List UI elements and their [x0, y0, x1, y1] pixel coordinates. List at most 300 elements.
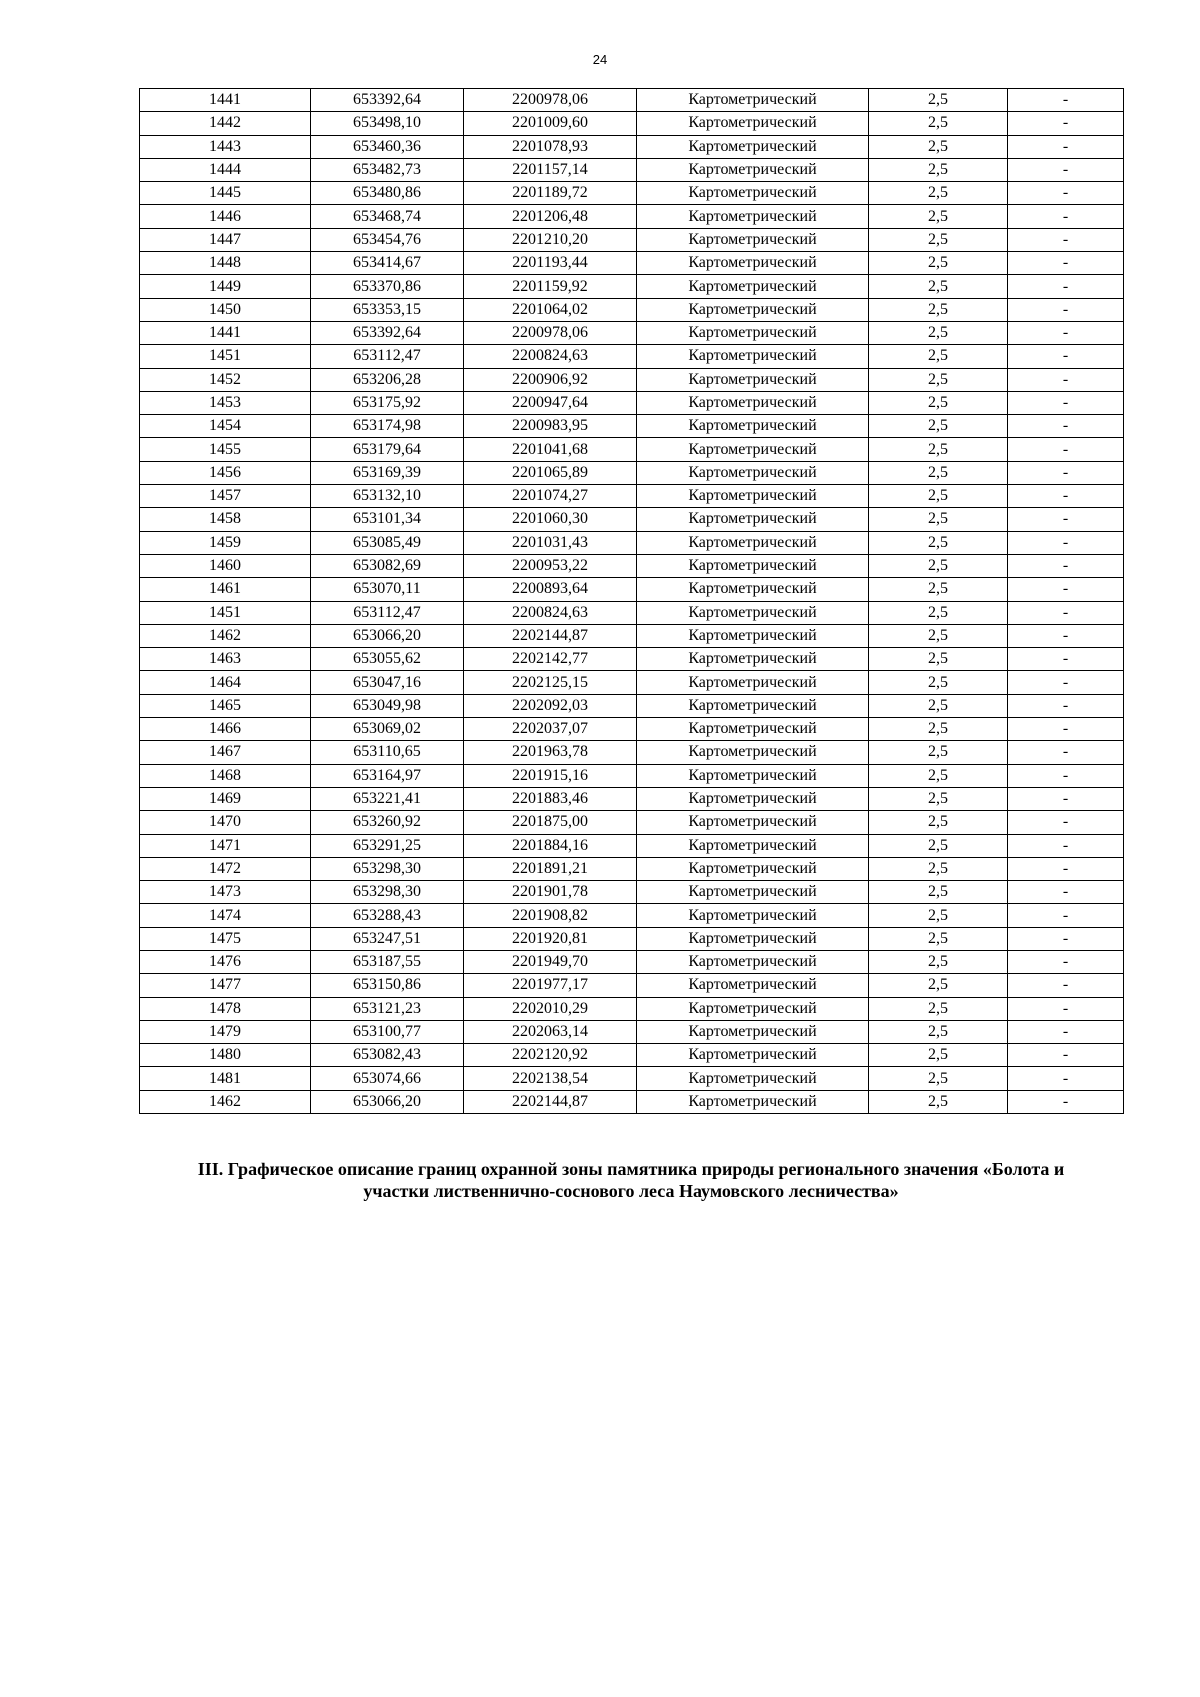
description-cell: - — [1008, 508, 1124, 531]
point-number-cell: 1462 — [140, 624, 311, 647]
method-cell: Картометрический — [637, 485, 869, 508]
description-cell: - — [1008, 1044, 1124, 1067]
x-coordinate-cell: 653169,39 — [311, 461, 464, 484]
table-row — [140, 787, 1124, 810]
description-cell: - — [1008, 298, 1124, 321]
method-cell: Картометрический — [637, 89, 869, 112]
table-row — [140, 531, 1124, 554]
point-number-cell: 1451 — [140, 601, 311, 624]
description-cell: - — [1008, 205, 1124, 228]
table-row — [140, 927, 1124, 950]
point-number-cell: 1466 — [140, 718, 311, 741]
x-coordinate-cell: 653392,64 — [311, 321, 464, 344]
y-coordinate-cell: 2201206,48 — [464, 205, 637, 228]
accuracy-cell: 2,5 — [869, 950, 1008, 973]
x-coordinate-cell: 653164,97 — [311, 764, 464, 787]
section-heading-line-1: III. Графическое описание границ охранной зоны памятника природы регионального значения «Болота и — [197, 1159, 1065, 1179]
method-cell: Картометрический — [637, 112, 869, 135]
point-number-cell: 1445 — [140, 182, 311, 205]
x-coordinate-cell: 653298,30 — [311, 857, 464, 880]
table-row — [140, 461, 1124, 484]
accuracy-cell: 2,5 — [869, 298, 1008, 321]
x-coordinate-cell: 653150,86 — [311, 974, 464, 997]
description-cell: - — [1008, 438, 1124, 461]
description-cell: - — [1008, 345, 1124, 368]
accuracy-cell: 2,5 — [869, 741, 1008, 764]
method-cell: Картометрический — [637, 1067, 869, 1090]
table-row — [140, 112, 1124, 135]
method-cell: Картометрический — [637, 298, 869, 321]
y-coordinate-cell: 2202138,54 — [464, 1067, 637, 1090]
point-number-cell: 1470 — [140, 811, 311, 834]
point-number-cell: 1472 — [140, 857, 311, 880]
point-number-cell: 1441 — [140, 321, 311, 344]
y-coordinate-cell: 2200824,63 — [464, 601, 637, 624]
x-coordinate-cell: 653049,98 — [311, 694, 464, 717]
method-cell: Картометрический — [637, 764, 869, 787]
point-number-cell: 1449 — [140, 275, 311, 298]
method-cell: Картометрический — [637, 135, 869, 158]
y-coordinate-cell: 2201031,43 — [464, 531, 637, 554]
point-number-cell: 1477 — [140, 974, 311, 997]
x-coordinate-cell: 653082,43 — [311, 1044, 464, 1067]
section-heading — [139, 1158, 1123, 1202]
description-cell: - — [1008, 1067, 1124, 1090]
description-cell: - — [1008, 811, 1124, 834]
table-row — [140, 485, 1124, 508]
point-number-cell: 1448 — [140, 252, 311, 275]
accuracy-cell: 2,5 — [869, 601, 1008, 624]
point-number-cell: 1443 — [140, 135, 311, 158]
description-cell: - — [1008, 89, 1124, 112]
description-cell: - — [1008, 415, 1124, 438]
method-cell: Картометрический — [637, 321, 869, 344]
table-row — [140, 950, 1124, 973]
method-cell: Картометрический — [637, 787, 869, 810]
y-coordinate-cell: 2202144,87 — [464, 624, 637, 647]
y-coordinate-cell: 2201908,82 — [464, 904, 637, 927]
point-number-cell: 1450 — [140, 298, 311, 321]
table-row — [140, 298, 1124, 321]
accuracy-cell: 2,5 — [869, 368, 1008, 391]
method-cell: Картометрический — [637, 578, 869, 601]
y-coordinate-cell: 2201041,68 — [464, 438, 637, 461]
table-row — [140, 694, 1124, 717]
description-cell: - — [1008, 648, 1124, 671]
method-cell: Картометрический — [637, 648, 869, 671]
point-number-cell: 1444 — [140, 158, 311, 181]
method-cell: Картометрический — [637, 624, 869, 647]
accuracy-cell: 2,5 — [869, 485, 1008, 508]
x-coordinate-cell: 653247,51 — [311, 927, 464, 950]
table-row — [140, 881, 1124, 904]
method-cell: Картометрический — [637, 834, 869, 857]
y-coordinate-cell: 2201009,60 — [464, 112, 637, 135]
method-cell: Картометрический — [637, 554, 869, 577]
method-cell: Картометрический — [637, 694, 869, 717]
point-number-cell: 1473 — [140, 881, 311, 904]
y-coordinate-cell: 2201915,16 — [464, 764, 637, 787]
table-row — [140, 321, 1124, 344]
x-coordinate-cell: 653085,49 — [311, 531, 464, 554]
method-cell: Картометрический — [637, 391, 869, 414]
table-row — [140, 182, 1124, 205]
table-row — [140, 345, 1124, 368]
y-coordinate-cell: 2201189,72 — [464, 182, 637, 205]
y-coordinate-cell: 2202037,07 — [464, 718, 637, 741]
x-coordinate-cell: 653482,73 — [311, 158, 464, 181]
x-coordinate-cell: 653460,36 — [311, 135, 464, 158]
y-coordinate-cell: 2202063,14 — [464, 1020, 637, 1043]
y-coordinate-cell: 2201078,93 — [464, 135, 637, 158]
description-cell: - — [1008, 927, 1124, 950]
method-cell: Картометрический — [637, 368, 869, 391]
section-heading-line-2: участки лиственнично-соснового леса Наумовского лесничества» — [363, 1181, 899, 1201]
point-number-cell: 1468 — [140, 764, 311, 787]
accuracy-cell: 2,5 — [869, 694, 1008, 717]
x-coordinate-cell: 653291,25 — [311, 834, 464, 857]
point-number-cell: 1465 — [140, 694, 311, 717]
x-coordinate-cell: 653055,62 — [311, 648, 464, 671]
y-coordinate-cell: 2200983,95 — [464, 415, 637, 438]
y-coordinate-cell: 2200978,06 — [464, 89, 637, 112]
x-coordinate-cell: 653480,86 — [311, 182, 464, 205]
accuracy-cell: 2,5 — [869, 391, 1008, 414]
x-coordinate-cell: 653468,74 — [311, 205, 464, 228]
x-coordinate-cell: 653498,10 — [311, 112, 464, 135]
x-coordinate-cell: 653187,55 — [311, 950, 464, 973]
accuracy-cell: 2,5 — [869, 718, 1008, 741]
method-cell: Картометрический — [637, 1044, 869, 1067]
y-coordinate-cell: 2202092,03 — [464, 694, 637, 717]
description-cell: - — [1008, 275, 1124, 298]
accuracy-cell: 2,5 — [869, 275, 1008, 298]
point-number-cell: 1471 — [140, 834, 311, 857]
point-number-cell: 1453 — [140, 391, 311, 414]
method-cell: Картометрический — [637, 228, 869, 251]
x-coordinate-cell: 653288,43 — [311, 904, 464, 927]
method-cell: Картометрический — [637, 857, 869, 880]
point-number-cell: 1480 — [140, 1044, 311, 1067]
description-cell: - — [1008, 671, 1124, 694]
table-row — [140, 252, 1124, 275]
description-cell: - — [1008, 764, 1124, 787]
x-coordinate-cell: 653392,64 — [311, 89, 464, 112]
accuracy-cell: 2,5 — [869, 89, 1008, 112]
description-cell: - — [1008, 694, 1124, 717]
table-row — [140, 205, 1124, 228]
table-row — [140, 648, 1124, 671]
coordinates-table-body — [140, 89, 1124, 1114]
method-cell: Картометрический — [637, 508, 869, 531]
y-coordinate-cell: 2201875,00 — [464, 811, 637, 834]
point-number-cell: 1455 — [140, 438, 311, 461]
y-coordinate-cell: 2201065,89 — [464, 461, 637, 484]
accuracy-cell: 2,5 — [869, 1044, 1008, 1067]
accuracy-cell: 2,5 — [869, 182, 1008, 205]
y-coordinate-cell: 2201901,78 — [464, 881, 637, 904]
y-coordinate-cell: 2201064,02 — [464, 298, 637, 321]
x-coordinate-cell: 653112,47 — [311, 345, 464, 368]
x-coordinate-cell: 653414,67 — [311, 252, 464, 275]
table-row — [140, 1090, 1124, 1113]
accuracy-cell: 2,5 — [869, 531, 1008, 554]
accuracy-cell: 2,5 — [869, 974, 1008, 997]
table-row — [140, 1020, 1124, 1043]
description-cell: - — [1008, 834, 1124, 857]
method-cell: Картометрический — [637, 531, 869, 554]
table-row — [140, 554, 1124, 577]
method-cell: Картометрический — [637, 415, 869, 438]
table-row — [140, 718, 1124, 741]
point-number-cell: 1446 — [140, 205, 311, 228]
point-number-cell: 1479 — [140, 1020, 311, 1043]
description-cell: - — [1008, 321, 1124, 344]
description-cell: - — [1008, 252, 1124, 275]
accuracy-cell: 2,5 — [869, 345, 1008, 368]
accuracy-cell: 2,5 — [869, 252, 1008, 275]
point-number-cell: 1463 — [140, 648, 311, 671]
point-number-cell: 1481 — [140, 1067, 311, 1090]
x-coordinate-cell: 653101,34 — [311, 508, 464, 531]
x-coordinate-cell: 653298,30 — [311, 881, 464, 904]
y-coordinate-cell: 2201949,70 — [464, 950, 637, 973]
accuracy-cell: 2,5 — [869, 648, 1008, 671]
description-cell: - — [1008, 531, 1124, 554]
method-cell: Картометрический — [637, 252, 869, 275]
accuracy-cell: 2,5 — [869, 834, 1008, 857]
point-number-cell: 1460 — [140, 554, 311, 577]
method-cell: Картометрический — [637, 881, 869, 904]
method-cell: Картометрический — [637, 158, 869, 181]
x-coordinate-cell: 653353,15 — [311, 298, 464, 321]
description-cell: - — [1008, 135, 1124, 158]
x-coordinate-cell: 653074,66 — [311, 1067, 464, 1090]
accuracy-cell: 2,5 — [869, 461, 1008, 484]
accuracy-cell: 2,5 — [869, 764, 1008, 787]
table-row — [140, 904, 1124, 927]
description-cell: - — [1008, 578, 1124, 601]
method-cell: Картометрический — [637, 974, 869, 997]
table-row — [140, 974, 1124, 997]
table-row — [140, 601, 1124, 624]
method-cell: Картометрический — [637, 811, 869, 834]
method-cell: Картометрический — [637, 438, 869, 461]
y-coordinate-cell: 2202142,77 — [464, 648, 637, 671]
method-cell: Картометрический — [637, 718, 869, 741]
method-cell: Картометрический — [637, 461, 869, 484]
y-coordinate-cell: 2201977,17 — [464, 974, 637, 997]
method-cell: Картометрический — [637, 904, 869, 927]
point-number-cell: 1469 — [140, 787, 311, 810]
table-row — [140, 275, 1124, 298]
table-row — [140, 415, 1124, 438]
method-cell: Картометрический — [637, 345, 869, 368]
y-coordinate-cell: 2201884,16 — [464, 834, 637, 857]
description-cell: - — [1008, 974, 1124, 997]
point-number-cell: 1447 — [140, 228, 311, 251]
description-cell: - — [1008, 881, 1124, 904]
y-coordinate-cell: 2201159,92 — [464, 275, 637, 298]
table-row — [140, 391, 1124, 414]
accuracy-cell: 2,5 — [869, 321, 1008, 344]
accuracy-cell: 2,5 — [869, 1090, 1008, 1113]
y-coordinate-cell: 2202010,29 — [464, 997, 637, 1020]
method-cell: Картометрический — [637, 927, 869, 950]
point-number-cell: 1461 — [140, 578, 311, 601]
table-row — [140, 857, 1124, 880]
description-cell: - — [1008, 158, 1124, 181]
accuracy-cell: 2,5 — [869, 205, 1008, 228]
x-coordinate-cell: 653179,64 — [311, 438, 464, 461]
description-cell: - — [1008, 741, 1124, 764]
y-coordinate-cell: 2200824,63 — [464, 345, 637, 368]
table-row — [140, 764, 1124, 787]
table-row — [140, 89, 1124, 112]
y-coordinate-cell: 2201920,81 — [464, 927, 637, 950]
method-cell: Картометрический — [637, 182, 869, 205]
point-number-cell: 1456 — [140, 461, 311, 484]
x-coordinate-cell: 653132,10 — [311, 485, 464, 508]
table-row — [140, 1044, 1124, 1067]
description-cell: - — [1008, 857, 1124, 880]
description-cell: - — [1008, 1020, 1124, 1043]
x-coordinate-cell: 653070,11 — [311, 578, 464, 601]
table-row — [140, 438, 1124, 461]
y-coordinate-cell: 2200947,64 — [464, 391, 637, 414]
description-cell: - — [1008, 787, 1124, 810]
method-cell: Картометрический — [637, 1020, 869, 1043]
x-coordinate-cell: 653221,41 — [311, 787, 464, 810]
accuracy-cell: 2,5 — [869, 671, 1008, 694]
point-number-cell: 1459 — [140, 531, 311, 554]
accuracy-cell: 2,5 — [869, 415, 1008, 438]
coordinates-table — [139, 88, 1124, 1114]
method-cell: Картометрический — [637, 997, 869, 1020]
accuracy-cell: 2,5 — [869, 811, 1008, 834]
description-cell: - — [1008, 368, 1124, 391]
description-cell: - — [1008, 718, 1124, 741]
y-coordinate-cell: 2200978,06 — [464, 321, 637, 344]
x-coordinate-cell: 653174,98 — [311, 415, 464, 438]
description-cell: - — [1008, 601, 1124, 624]
accuracy-cell: 2,5 — [869, 135, 1008, 158]
x-coordinate-cell: 653066,20 — [311, 624, 464, 647]
table-row — [140, 1067, 1124, 1090]
method-cell: Картометрический — [637, 671, 869, 694]
y-coordinate-cell: 2200953,22 — [464, 554, 637, 577]
method-cell: Картометрический — [637, 275, 869, 298]
accuracy-cell: 2,5 — [869, 228, 1008, 251]
description-cell: - — [1008, 112, 1124, 135]
description-cell: - — [1008, 624, 1124, 647]
accuracy-cell: 2,5 — [869, 881, 1008, 904]
point-number-cell: 1458 — [140, 508, 311, 531]
point-number-cell: 1452 — [140, 368, 311, 391]
method-cell: Картометрический — [637, 1090, 869, 1113]
y-coordinate-cell: 2201883,46 — [464, 787, 637, 810]
y-coordinate-cell: 2200906,92 — [464, 368, 637, 391]
y-coordinate-cell: 2201193,44 — [464, 252, 637, 275]
accuracy-cell: 2,5 — [869, 508, 1008, 531]
method-cell: Картометрический — [637, 950, 869, 973]
x-coordinate-cell: 653175,92 — [311, 391, 464, 414]
point-number-cell: 1478 — [140, 997, 311, 1020]
accuracy-cell: 2,5 — [869, 904, 1008, 927]
description-cell: - — [1008, 485, 1124, 508]
table-row — [140, 228, 1124, 251]
y-coordinate-cell: 2201074,27 — [464, 485, 637, 508]
table-row — [140, 811, 1124, 834]
y-coordinate-cell: 2201157,14 — [464, 158, 637, 181]
x-coordinate-cell: 653112,47 — [311, 601, 464, 624]
point-number-cell: 1442 — [140, 112, 311, 135]
description-cell: - — [1008, 950, 1124, 973]
table-row — [140, 671, 1124, 694]
page-number: 24 — [592, 52, 608, 67]
description-cell: - — [1008, 997, 1124, 1020]
description-cell: - — [1008, 554, 1124, 577]
x-coordinate-cell: 653206,28 — [311, 368, 464, 391]
y-coordinate-cell: 2202120,92 — [464, 1044, 637, 1067]
accuracy-cell: 2,5 — [869, 158, 1008, 181]
table-row — [140, 158, 1124, 181]
x-coordinate-cell: 653110,65 — [311, 741, 464, 764]
method-cell: Картометрический — [637, 601, 869, 624]
accuracy-cell: 2,5 — [869, 997, 1008, 1020]
x-coordinate-cell: 653100,77 — [311, 1020, 464, 1043]
accuracy-cell: 2,5 — [869, 787, 1008, 810]
x-coordinate-cell: 653454,76 — [311, 228, 464, 251]
point-number-cell: 1467 — [140, 741, 311, 764]
point-number-cell: 1441 — [140, 89, 311, 112]
y-coordinate-cell: 2200893,64 — [464, 578, 637, 601]
x-coordinate-cell: 653066,20 — [311, 1090, 464, 1113]
description-cell: - — [1008, 182, 1124, 205]
x-coordinate-cell: 653260,92 — [311, 811, 464, 834]
description-cell: - — [1008, 461, 1124, 484]
description-cell: - — [1008, 228, 1124, 251]
accuracy-cell: 2,5 — [869, 1067, 1008, 1090]
y-coordinate-cell: 2201963,78 — [464, 741, 637, 764]
y-coordinate-cell: 2202125,15 — [464, 671, 637, 694]
accuracy-cell: 2,5 — [869, 112, 1008, 135]
y-coordinate-cell: 2201891,21 — [464, 857, 637, 880]
table-row — [140, 368, 1124, 391]
point-number-cell: 1457 — [140, 485, 311, 508]
table-row — [140, 624, 1124, 647]
point-number-cell: 1462 — [140, 1090, 311, 1113]
table-row — [140, 834, 1124, 857]
accuracy-cell: 2,5 — [869, 578, 1008, 601]
point-number-cell: 1451 — [140, 345, 311, 368]
description-cell: - — [1008, 1090, 1124, 1113]
y-coordinate-cell: 2201210,20 — [464, 228, 637, 251]
accuracy-cell: 2,5 — [869, 624, 1008, 647]
table-row — [140, 741, 1124, 764]
x-coordinate-cell: 653370,86 — [311, 275, 464, 298]
point-number-cell: 1454 — [140, 415, 311, 438]
y-coordinate-cell: 2202144,87 — [464, 1090, 637, 1113]
y-coordinate-cell: 2201060,30 — [464, 508, 637, 531]
point-number-cell: 1464 — [140, 671, 311, 694]
table-row — [140, 997, 1124, 1020]
x-coordinate-cell: 653082,69 — [311, 554, 464, 577]
table-row — [140, 508, 1124, 531]
accuracy-cell: 2,5 — [869, 554, 1008, 577]
accuracy-cell: 2,5 — [869, 927, 1008, 950]
x-coordinate-cell: 653047,16 — [311, 671, 464, 694]
